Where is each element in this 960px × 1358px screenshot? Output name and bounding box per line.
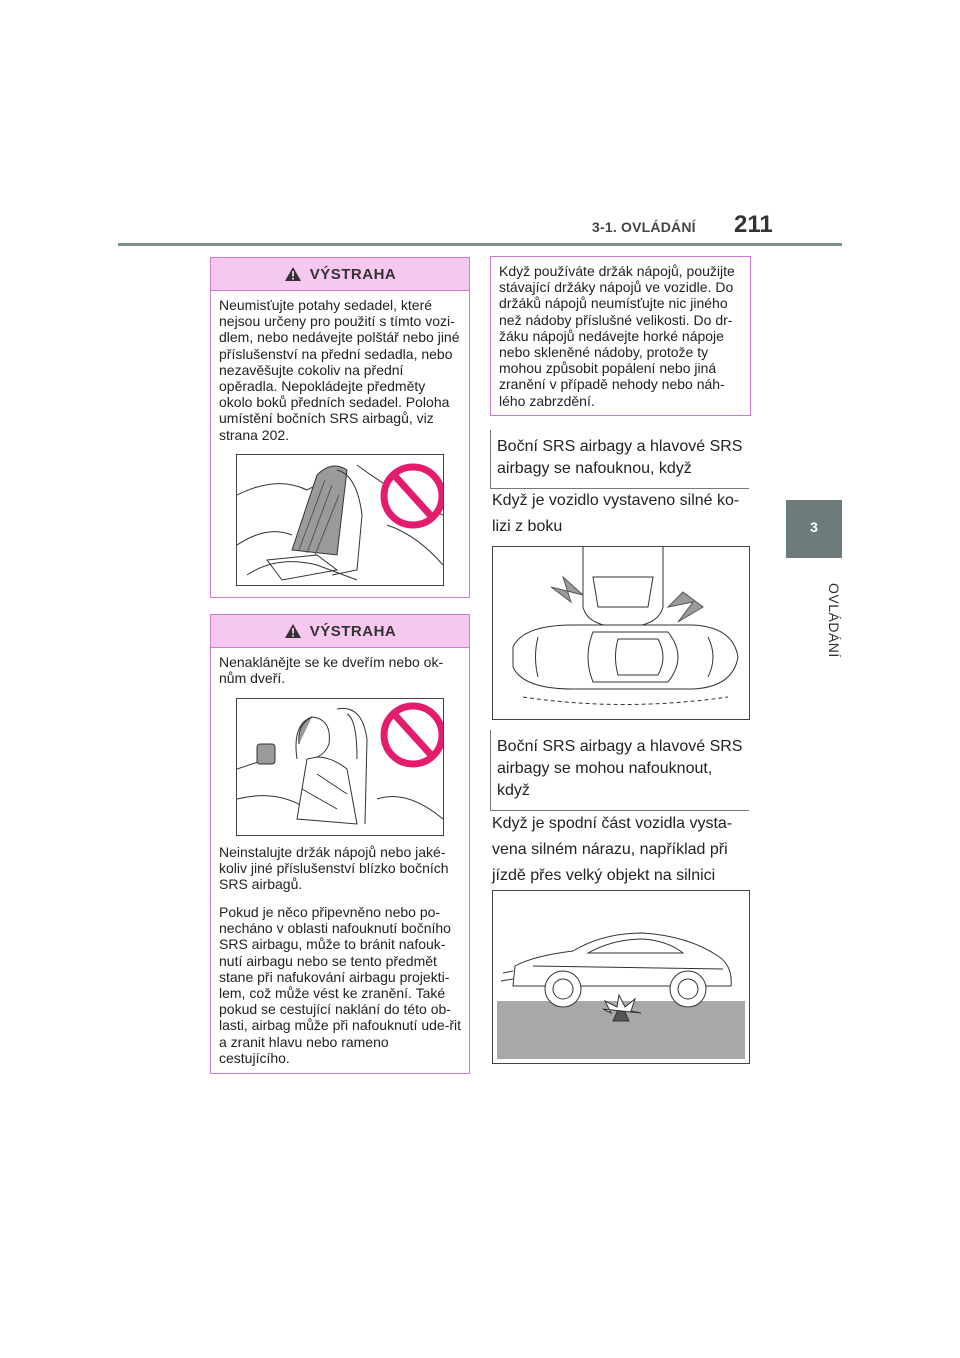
side-collision-illustration bbox=[492, 546, 750, 720]
page-number: 211 bbox=[734, 211, 773, 238]
chapter-label: OVLÁDÁNÍ bbox=[826, 582, 842, 658]
warning-text-lean: Nenaklánějte se ke dveřím nebo ok-nům dveří. bbox=[219, 654, 444, 687]
header-rule bbox=[118, 243, 842, 246]
warning-text: Neumisťujte potahy sedadel, které nejsou určeny pro použití s tímto vozi-dlem, nebo nedávejte polštář nebo jiné příslušenství na přední sedadla, nebo nezavěšujte cokoliv na přední opěradla. Nepokládejte předměty okolo boků předních sedadel. Poloha umístění bočních SRS airbagů, viz strana 202. bbox=[219, 297, 460, 443]
cupholder-note-text: Když používáte držák nápojů, použijte stávající držáky nápojů ve vozidle. Do držáků nápojů neumísťujte nic jiného než nádoby příslušné velikosti. Do dr-žáku nápojů nedávejte horké nápoje nebo skleněné nádoby, protože ty mohou způsobit popálení nebo jiná zranění v případě nehody nebo náh-lého zabrzdění. bbox=[499, 263, 735, 409]
section-heading-side-collision bbox=[490, 430, 749, 489]
leaning-passenger-illustration bbox=[236, 698, 444, 836]
heading-text: Boční SRS airbagy a hlavové SRS airbagy se mohou nafouknout, když bbox=[497, 738, 743, 799]
warning-text-objects: Pokud je něco připevněno nebo po-necháno v oblasti nafouknutí bočního SRS airbagu, může to bránit nafouk-nutí airbagu nebo se tento předmět stane při nafukování airbagu projekti-lem, což může vést ke zranění. Také pokud se cestující naklání do této ob-lasti, airbag může při nafouknutí ude-řit a zranit hlavu nebo rameno cestujícího. bbox=[219, 904, 462, 1066]
warning-header bbox=[211, 615, 469, 648]
section-title: 3-1. OVLÁDÁNÍ bbox=[592, 219, 696, 235]
warning-triangle-icon bbox=[284, 266, 302, 282]
cupholder-note-box bbox=[490, 256, 751, 416]
side-collision-text: Když je vozidlo vystaveno silné ko-lizi z boku bbox=[492, 492, 740, 535]
section-heading-underbody bbox=[490, 730, 749, 811]
underbody-text: Když je spodní část vozidla vysta-vena silném nárazu, například při jízdě přes velký objekt na silnici bbox=[492, 815, 733, 884]
warning-box-1 bbox=[210, 257, 470, 598]
heading-text: Boční SRS airbagy a hlavové SRS airbagy se nafouknou, když bbox=[497, 438, 743, 477]
underbody-impact-illustration bbox=[492, 890, 750, 1064]
warning-header bbox=[211, 258, 469, 291]
warning-triangle-icon bbox=[284, 623, 302, 639]
warning-title: VÝSTRAHA bbox=[309, 622, 397, 640]
warning-text-cupholder: Neinstalujte držák nápojů nebo jaké-koliv jiné příslušenství blízko bočních SRS airbagů. bbox=[219, 844, 449, 893]
warning-title: VÝSTRAHA bbox=[309, 265, 397, 283]
chapter-number: 3 bbox=[810, 519, 818, 535]
seat-cover-illustration bbox=[236, 454, 444, 586]
warning-box-2 bbox=[210, 614, 470, 1074]
